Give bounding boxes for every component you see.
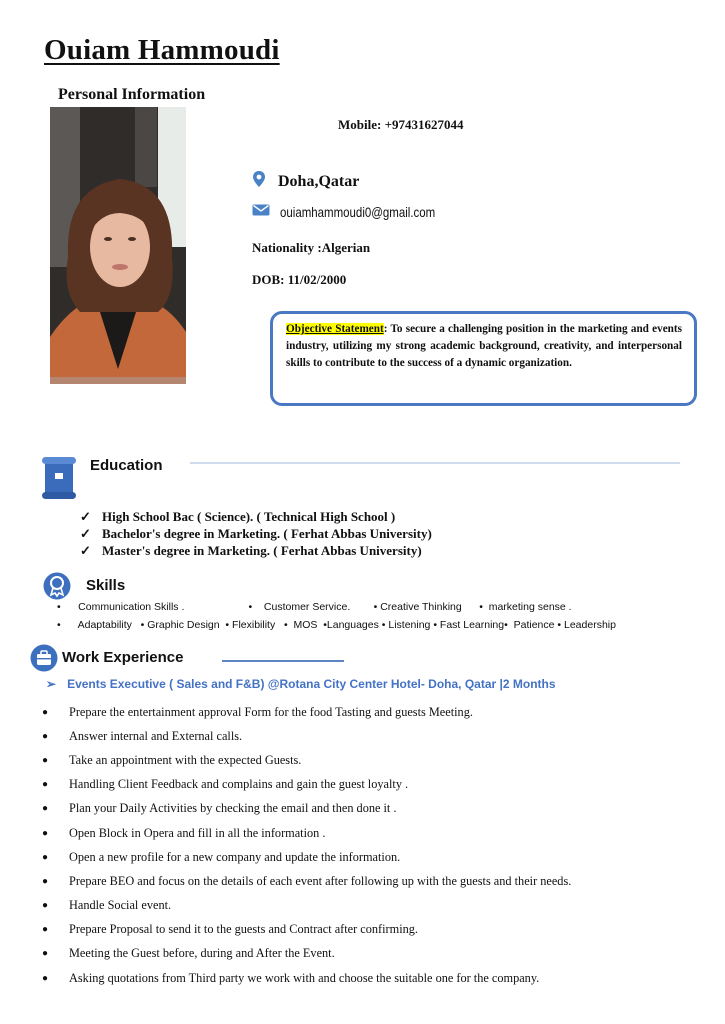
check-icon: ✓ [80, 543, 91, 558]
bullet-icon: ● [42, 754, 49, 766]
list-item [42, 773, 571, 797]
location-pin-icon [252, 170, 266, 193]
duty-text: Handling Client Feedback and complains and gain the guest loyalty . [69, 777, 409, 792]
bullet-icon: ● [42, 730, 49, 742]
list-item [42, 942, 571, 966]
list-item [42, 869, 571, 893]
duty-text: Asking quotations from Third party we work with and choose the suitable one for the company. [69, 970, 540, 985]
check-icon: ✓ [80, 526, 91, 541]
arrow-bullet-icon: ➢ [46, 677, 57, 691]
date-of-birth: DOB: 11/02/2000 [252, 272, 347, 287]
email-link[interactable]: ouiamhammoudi0@gmail.com [280, 204, 436, 220]
bullet-icon: ● [42, 706, 49, 718]
list-item [42, 797, 571, 821]
duty-text: Prepare the entertainment approval Form for the food Tasting and guests Meeting. [69, 704, 473, 719]
objective-text: : To secure a challenging position in the marketing and events industry, utilizing my strong academic background, creativity, and interpersonal skills to contribute to the success of a dynamic organization. [286, 323, 682, 369]
duty-text: Take an appointment with the expected Guests. [69, 752, 302, 767]
skills-row-2: • Adaptability • Graphic Design • Flexibility • MOS •Languages • Listening • Fast Learning• Patience • Leadership [57, 619, 616, 631]
work-experience-heading: Work Experience [62, 649, 184, 666]
education-heading: Education [90, 457, 163, 474]
education-divider [190, 462, 680, 464]
bullet-icon: ● [42, 779, 49, 791]
bullet-icon: ● [42, 803, 49, 815]
list-item [42, 821, 571, 845]
location-text: Doha,Qatar [278, 172, 360, 190]
education-list [80, 508, 432, 559]
list-item [42, 748, 571, 772]
skills-row-1: • Communication Skills . • Customer Service. • Creative Thinking • marketing sense . [57, 601, 572, 613]
nationality: Nationality :Algerian [252, 240, 371, 255]
job-title-text: Events Executive ( Sales and F&B) @Rotana City Center Hotel- Doha, Qatar |2 Months [67, 677, 556, 691]
list-item [80, 542, 432, 559]
objective-statement-box [270, 311, 697, 406]
duty-text: Prepare BEO and focus on the details of each event after following up with the guests and their needs. [69, 873, 572, 888]
skills-heading: Skills [86, 577, 126, 594]
bullet-icon: ● [42, 924, 49, 936]
duty-text: Prepare Proposal to send it to the guests and Contract after confirming. [69, 922, 419, 937]
list-item [42, 894, 571, 918]
check-icon: ✓ [80, 509, 91, 524]
list-item [42, 966, 571, 990]
education-item: High School Bac ( Science). ( Technical High School ) [102, 509, 396, 524]
bullet-icon: ● [42, 972, 49, 984]
bullet-icon: ● [42, 875, 49, 887]
location-row [252, 170, 359, 193]
list-item [42, 700, 571, 724]
list-item [42, 724, 571, 748]
email-row [252, 203, 469, 221]
bullet-icon: ● [42, 827, 49, 839]
scroll-icon [42, 457, 76, 504]
profile-photo [50, 107, 186, 384]
mobile-number: Mobile: +97431627044 [338, 117, 464, 132]
duty-text: Plan your Daily Activities by checking the email and then done it . [69, 801, 397, 816]
job-title [46, 677, 556, 691]
list-item [42, 918, 571, 942]
duty-text: Handle Social event. [69, 898, 172, 913]
work-divider [222, 660, 344, 662]
list-item [42, 845, 571, 869]
duty-text: Open Block in Opera and fill in all the information . [69, 825, 326, 840]
list-item [80, 525, 432, 542]
education-item: Bachelor's degree in Marketing. ( Ferhat Abbas University) [102, 526, 432, 541]
bullet-icon: ● [42, 948, 49, 960]
duties-list [42, 700, 571, 990]
objective-label: Objective Statement [286, 323, 384, 335]
personal-info-heading: Personal Information [58, 86, 206, 103]
education-item: Master's degree in Marketing. ( Ferhat Abbas University) [102, 543, 422, 558]
duty-text: Answer internal and External calls. [69, 728, 243, 743]
bullet-icon: ● [42, 851, 49, 863]
bullet-icon: ● [42, 900, 49, 912]
briefcase-icon [30, 644, 58, 677]
duty-text: Open a new profile for a new company and update the information. [69, 849, 401, 864]
resume-name: Ouiam Hammoudi [44, 34, 280, 66]
duty-text: Meeting the Guest before, during and After the Event. [69, 946, 335, 961]
envelope-icon [252, 203, 270, 221]
list-item [80, 508, 432, 525]
